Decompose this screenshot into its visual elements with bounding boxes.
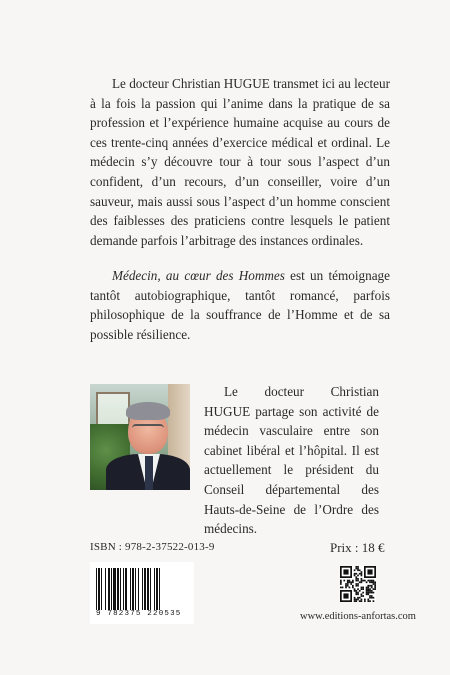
author-photo	[90, 384, 190, 490]
author-bio: Le docteur Christian HUGUE partage son activité de médecin vasculaire entre son cabinet libéral et l’hôpital. Il est actuellement le président du Conseil départemental des Hauts-de-Seine de l’Ordre des médecins.	[204, 384, 379, 537]
barcode-bars	[96, 568, 190, 610]
qr-code-icon	[340, 566, 376, 602]
barcode-number: 9 782375 220535	[96, 610, 182, 618]
summary-paragraph-2-text: est un témoignage tantôt autobiographique, tantôt romancé, parfois philosophique de la souffrance de l’Homme et de sa possible résilience.	[90, 268, 390, 342]
book-title: Médecin, au cœur des Hommes	[112, 268, 285, 283]
summary-paragraph: Le docteur Christian HUGUE transmet ici au lecteur à la fois la passion qui l’anime dans la pratique de sa profession et l’expérience humaine acquise au cours de ces trente-cinq années d’exercice médical et ordinal. Le médecin s’y découvre tour à tour sous l’aspect d’un confident, d’un recours, d’un conseiller, voire d’un sauveur, mais aussi sous l’aspect d’un homme conscient des faiblesses des praticiens contre lesquels le patient demande parfois l’arbitrage des instances ordinales.	[90, 76, 390, 248]
barcode	[90, 562, 194, 624]
isbn: ISBN : 978-2-37522-013-9	[90, 541, 215, 553]
publisher-website: www.editions-anfortas.com	[300, 611, 416, 622]
summary-paragraph-2	[90, 266, 390, 344]
price: Prix : 18 €	[330, 540, 385, 555]
